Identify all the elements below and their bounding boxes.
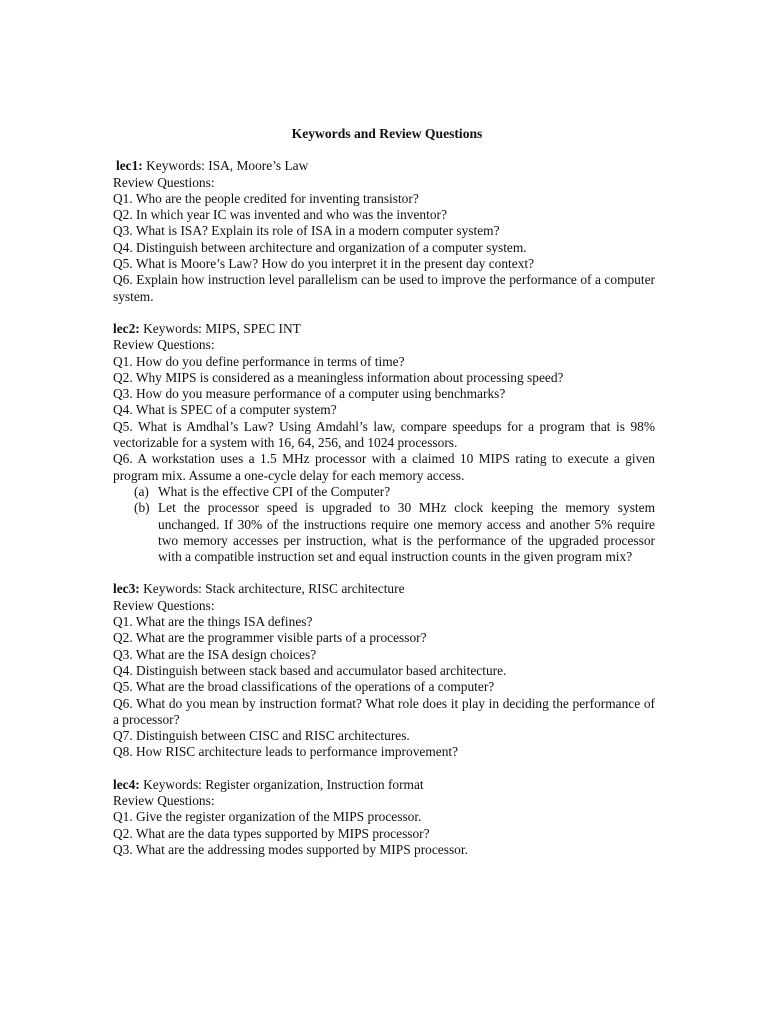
question-item: Q2. In which year IC was invented and who was the inventor? — [113, 207, 447, 223]
lecture-label: lec2: — [113, 320, 140, 336]
question-item: Q2. What are the programmer visible parts of a processor? — [113, 630, 427, 646]
question-item: Q1. Give the register organization of the MIPS processor. — [113, 809, 422, 825]
sub-question-marker: (b) — [134, 500, 150, 516]
lecture-label: lec4: — [113, 776, 140, 792]
question-item: Q5. What is Moore’s Law? How do you interpret it in the present day context? — [113, 256, 535, 272]
keywords-text: Keywords: ISA, Moore’s Law — [146, 158, 309, 174]
question-item: Q1. What are the things ISA defines? — [113, 614, 313, 630]
question-item: Q2. What are the data types supported by MIPS processor? — [113, 825, 430, 841]
question-item: Q3. What are the addressing modes supported by MIPS processor. — [113, 841, 468, 857]
sub-question-text: Let the processor speed is upgraded to 30 MHz clock keeping the memory system unchanged. If 30% of the instructions require one memory access and another 5% require two memory accesses per instruction, what is the performance of the upgraded processor with a compatible instruction set and equal instruction counts in the given program mix? — [158, 500, 655, 565]
section-heading — [113, 321, 655, 337]
lecture-label: lec3: — [113, 581, 140, 597]
section-heading — [113, 777, 655, 793]
question-item: Q8. How RISC architecture leads to performance improvement? — [113, 744, 459, 760]
document-title: Keywords and Review Questions — [291, 126, 483, 141]
sub-question-item — [113, 500, 655, 565]
sub-question-marker: (a) — [134, 483, 149, 499]
question-item: Q3. How do you measure performance of a computer using benchmarks? — [113, 386, 506, 402]
sub-question-text: What is the effective CPI of the Computer? — [158, 483, 391, 499]
keywords-text: Keywords: Stack architecture, RISC architecture — [143, 581, 405, 597]
keywords-text: Keywords: Register organization, Instruction format — [143, 776, 424, 792]
review-questions-label: Review Questions: — [113, 174, 215, 190]
question-item: Q1. Who are the people credited for inventing transistor? — [113, 190, 419, 206]
question-item: Q3. What is ISA? Explain its role of ISA in a modern computer system? — [113, 223, 500, 239]
sub-question-item — [113, 484, 655, 500]
question-item: Q4. Distinguish between stack based and accumulator based architecture. — [113, 662, 507, 678]
sub-question-list — [113, 484, 655, 565]
section-lec3 — [113, 581, 655, 760]
section-lec4 — [113, 777, 655, 858]
question-item: Q4. What is SPEC of a computer system? — [113, 402, 337, 418]
keywords-text: Keywords: MIPS, SPEC INT — [143, 320, 301, 336]
section-heading — [113, 581, 655, 597]
question-item: Q2. Why MIPS is considered as a meaningless information about processing speed? — [113, 369, 564, 385]
section-heading — [113, 158, 655, 174]
review-questions-label: Review Questions: — [113, 792, 215, 808]
lecture-label: lec1: — [116, 158, 143, 174]
question-item: Q6. What do you mean by instruction format? What role does it play in deciding the performance of a processor? — [113, 695, 655, 727]
question-item: Q7. Distinguish between CISC and RISC architectures. — [113, 728, 410, 744]
section-lec1 — [113, 158, 655, 305]
question-item: Q6. A workstation uses a 1.5 MHz processor with a claimed 10 MIPS rating to execute a given program mix. Assume a one-cycle delay for each memory access. — [113, 451, 655, 483]
question-item: Q6. Explain how instruction level parallelism can be used to improve the performance of a computer system. — [113, 272, 655, 304]
section-lec2 — [113, 321, 655, 565]
question-item: Q3. What are the ISA design choices? — [113, 646, 317, 662]
document-content — [113, 126, 655, 874]
question-item: Q4. Distinguish between architecture and organization of a computer system. — [113, 239, 527, 255]
review-questions-label: Review Questions: — [113, 337, 215, 353]
question-item: Q1. How do you define performance in terms of time? — [113, 353, 405, 369]
question-item: Q5. What are the broad classifications of the operations of a computer? — [113, 679, 495, 695]
review-questions-label: Review Questions: — [113, 597, 215, 613]
question-item: Q5. What is Amdhal’s Law? Using Amdahl’s law, compare speedups for a program that is 98% vectorizable for a system with 16, 64, 256, and 1024 processors. — [113, 418, 655, 451]
